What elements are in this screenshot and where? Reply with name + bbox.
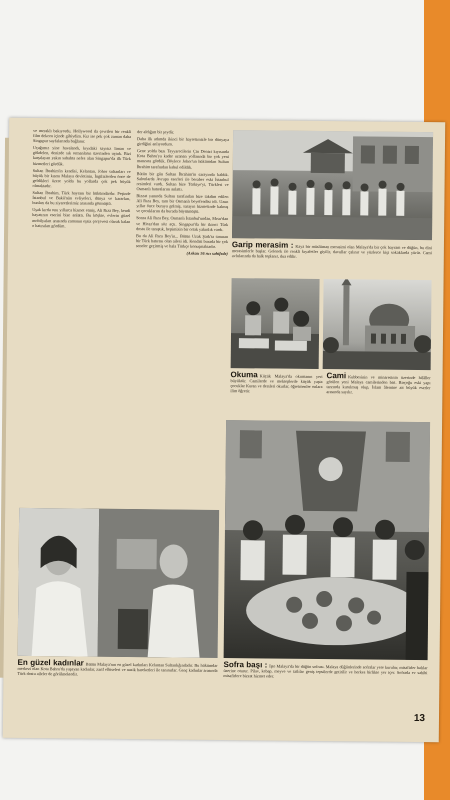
paragraph: Sultan İbrahim'in kendisi, Kelantan, Johor sultanları ve büyük bir kısmı Malaya devletinin, İngilizlerden önce de geldikleri üzere yolda bu yollarda çok pek büyük olmaktadır. (32, 167, 131, 189)
feast-illustration (224, 420, 430, 660)
article-column-left (29, 128, 131, 504)
paragraph: Sonra Ali Rıza Bey, Osmanlı İstanbul'undan, Mısır'dan ve Hicaz'dan söz açtı. Singapur'da bir ikinci Türk dostu ile tanıştık, hepimizin bir ortak yakınlık vardı. (136, 215, 229, 232)
caption-text: Bütün Malaya'nın en güzel kadınları Kelantan Sultanlığındadır. Bu hükümdar merkezi olan Kota Bahru'da yaşayan kadınlar, zarif elbiseleri ve nazik hareketleri ile tanınırlar. Genç kadınlar arasında Türk dostu aileler de görülmektedir. (17, 661, 218, 677)
paragraph: Bu da Ali Rıza Bey'in... Bütün Uzak Şark'ta tanınan bir Türk hatırası olan ailesi idi. Kendisi burada bir çok seneler geçirmiş ve hala Türkçe konuşmaktadır. (135, 232, 229, 249)
feast-table-photo (224, 420, 430, 660)
paragraph: Uçağımız yine havalandı, kıyıdaki sayısız liman ve gökdelen, denizde sık ormanların üzerinden uçtuk. Bizi karşılayan yakın sabahta nefes alan Singapur'da ilk Türk hizmetleri gördük. (32, 145, 131, 166)
street-procession-photo (232, 130, 433, 240)
caption-text: İşte Malaya'da bir düğün sofrası. Malaya düğünlerinde sofralar yere kurulur, misafirler halılar üzerine oturur. Pilav, kebap, meyve ve tatlılar geniş tepsilerde getirilir ve herkes birlikte yer içer. Sofrada ev sahibi misafirlere bizzat hizmet eder. (223, 663, 428, 679)
caption-reading (230, 372, 322, 394)
paragraph: ve meraklı bakıyordu. Hollywood da çevrilen bir renkli film dekoru içinde gibiydim. Kız ise pek çok zaman daha Singapur sayfalarında bağlanır. (32, 127, 132, 144)
caption-heading: Okuma (230, 370, 258, 380)
caption-heading: Sofra başı : (223, 660, 268, 670)
caption-beautiful-women (17, 657, 218, 678)
street-scene-illustration (232, 130, 433, 240)
mosque-illustration (323, 279, 432, 370)
paragraph: Gene yolda bazı Tayyarecilerin Çin Denizi kıyısında Kota Bahru'ya kadar uzanan yollarında bir çok yeni manzara gördük. Böylece Johor'un hükümdarı Sultan İbrahim tarafından kabul edildik. (136, 148, 229, 170)
caption-feast-table (223, 662, 427, 680)
caption-heading: Cami (326, 371, 347, 381)
paragraph: der aldığım bir şeydir. (137, 129, 175, 135)
women-portrait-photo (18, 508, 220, 658)
caption-text: Küçük Malaya'da okumanın yeri büyüktür. Camilerde ve mekteplerde küçük yaşta çocuklar Kuran ve dersleri okurlar, öğretmenler onlara ilim öğretir. (230, 373, 323, 394)
children-reading-photo (231, 278, 320, 369)
paragraph: Daha ilk adımda ikinci bir hayretimizle bir dünyaya girdiğini anlıyordum. (136, 136, 230, 147)
paragraph: Uşak kırda onu yıllarca hizmet etmiş, Ali Rıza Bey, kendi hayatının eserini bize anlattı. Bu köşkte, evlerin güzel mobilyaları arasında zamanın eşsiz çerçevesi olarak kalan o hatıraları gördüm. (32, 207, 131, 228)
article-column-middle (134, 129, 229, 430)
magazine-page (3, 118, 445, 743)
paragraph: Bütün bir gün Sultan İbrahim'in sarayında kaldık. Salonlarda Avrupa eserleri ile beraber eski İstanbul resimleri vardı. Sultan bize Türkiye'yi, Türkleri ve Osmanlı hatıralarını anlattı. (136, 170, 229, 192)
caption-street-procession (232, 242, 432, 260)
continued-note: (Arkası 56 ncı sahifede) (186, 250, 228, 256)
portrait-illustration (18, 508, 220, 658)
caption-mosque (326, 373, 430, 395)
classroom-illustration (231, 278, 320, 369)
paragraph: Sultan İbrahim, Türk hayranı bir hükümdardır. Peşinde İstanbul ve Bakü'nün evliyeleri, dünya ve kararları, bunları da bu ziyaretlerimiz arasında görmüştü. (32, 190, 131, 207)
mosque-photo (323, 279, 432, 370)
caption-text: Kubbesinin ve minaresinin üzerinde hilâller görülen yeni Malaya camilerinden biri. Birçoğu eski yapı tarzında kurulmuş olup, İslam âlemine ait büyük eserler arasında sayılır. (326, 374, 431, 395)
paragraph: Bizzat yanında Sultan tarafından bize takdim edilen Ali Rıza Bey, tam bir Osmanlı beyefendisi idi. Uzun yıllar önce buraya gelmiş, sarayın hizmetinde kalmış ve çocuklarını da burada büyütmüştü. (136, 193, 229, 215)
page-edge (0, 138, 9, 678)
caption-text: Kaya bir müslüman merasimi olan Malaya'da bir çok bayram ve düğün, bu dini merasimlerle başlar. Gelenek ile renkli kıyafetler giyilir, davullar çalınır ve yüzlerce kişi sokaklarda yürür. Cami avlularında da halk toplanır, dua edilir. (231, 243, 432, 259)
caption-heading: Garip merasim : (231, 240, 294, 250)
page-number: 13 (413, 713, 426, 725)
caption-heading: En güzel kadınlar (17, 657, 84, 668)
